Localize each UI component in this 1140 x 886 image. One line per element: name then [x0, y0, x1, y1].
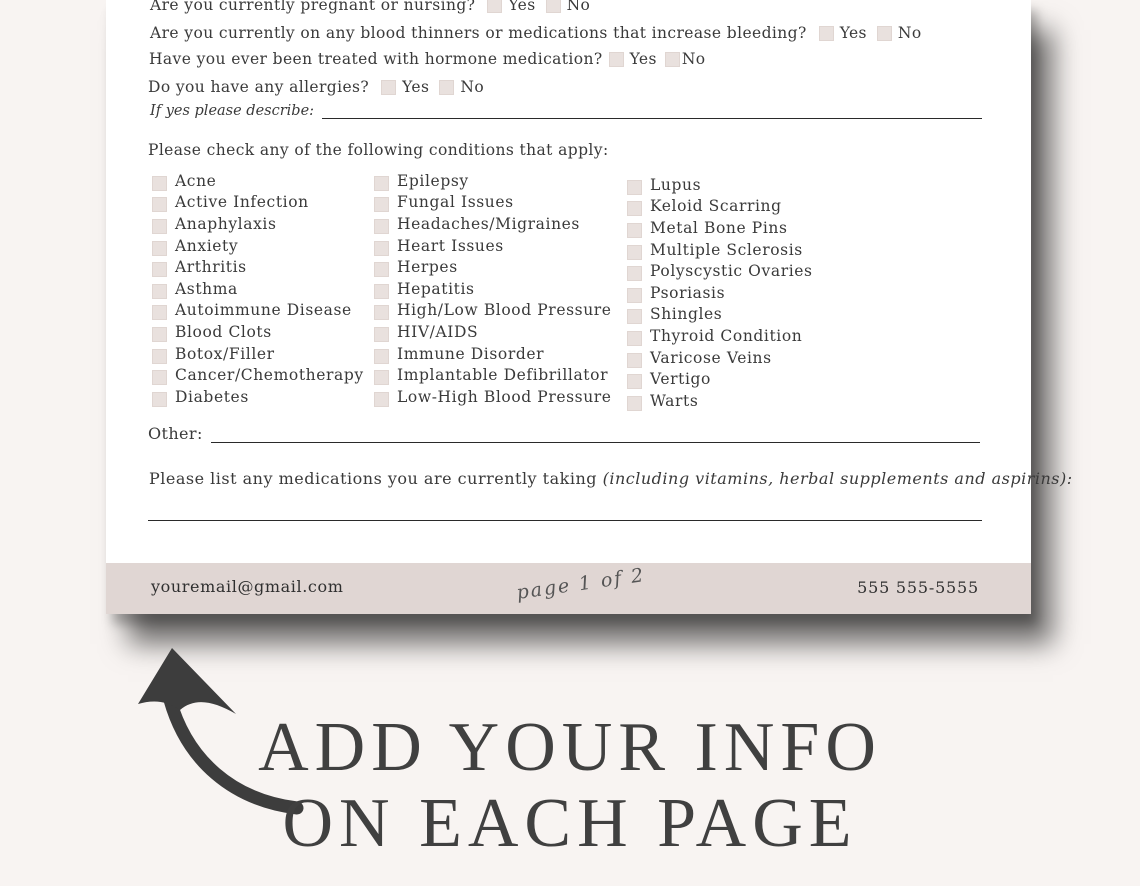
condition-label: Diabetes [175, 387, 249, 406]
condition-item[interactable] [627, 304, 813, 326]
condition-label: Varicose Veins [650, 348, 772, 367]
condition-label: Metal Bone Pins [650, 218, 788, 237]
condition-label: Keloid Scarring [650, 197, 782, 216]
no-label: No [566, 0, 591, 14]
condition-label: Epilepsy [397, 171, 469, 190]
medications-input-line[interactable] [148, 520, 982, 521]
condition-item[interactable] [374, 235, 612, 257]
conditions-intro: Please check any of the following conditions that apply: [148, 141, 609, 159]
condition-label: Vertigo [650, 370, 711, 389]
condition-item[interactable] [627, 239, 813, 261]
condition-checkbox[interactable] [374, 262, 389, 277]
condition-item[interactable] [152, 235, 364, 257]
condition-label: Heart Issues [397, 236, 504, 255]
no-option[interactable] [439, 78, 484, 96]
condition-checkbox[interactable] [152, 219, 167, 234]
no-checkbox[interactable] [439, 80, 454, 95]
condition-label: Polyscystic Ovaries [650, 262, 813, 281]
condition-label: Hepatitis [397, 279, 475, 298]
condition-checkbox[interactable] [627, 201, 642, 216]
condition-checkbox[interactable] [627, 331, 642, 346]
condition-item[interactable] [627, 217, 813, 239]
condition-checkbox[interactable] [627, 266, 642, 281]
yes-option[interactable] [819, 24, 867, 42]
condition-item[interactable] [374, 278, 612, 300]
describe-label: If yes please describe: [150, 103, 315, 119]
condition-checkbox[interactable] [374, 284, 389, 299]
condition-checkbox[interactable] [627, 223, 642, 238]
condition-item[interactable] [152, 256, 364, 278]
page-footer [106, 563, 1031, 614]
condition-item[interactable] [374, 256, 612, 278]
yes-option[interactable] [381, 78, 429, 96]
condition-item[interactable] [627, 368, 813, 390]
condition-item[interactable] [374, 170, 612, 192]
no-option[interactable] [877, 24, 922, 42]
condition-item[interactable] [374, 364, 612, 386]
condition-item[interactable] [627, 260, 813, 282]
other-field [148, 424, 980, 443]
question-text: Do you have any allergies? [148, 78, 370, 96]
condition-checkbox[interactable] [152, 327, 167, 342]
yes-checkbox[interactable] [609, 52, 624, 67]
condition-label: Anxiety [175, 236, 239, 255]
condition-label: Multiple Sclerosis [650, 240, 803, 259]
condition-label: Asthma [175, 279, 238, 298]
no-option[interactable] [665, 50, 706, 68]
medications-prompt [149, 469, 1073, 488]
condition-item[interactable] [627, 325, 813, 347]
condition-label: Autoimmune Disease [175, 301, 352, 320]
condition-checkbox[interactable] [152, 284, 167, 299]
condition-label: Immune Disorder [397, 344, 545, 363]
condition-checkbox[interactable] [152, 370, 167, 385]
condition-checkbox[interactable] [152, 349, 167, 364]
condition-checkbox[interactable] [374, 176, 389, 191]
condition-label: Low-High Blood Pressure [397, 387, 612, 406]
no-label: No [681, 50, 706, 68]
condition-item[interactable] [152, 343, 364, 365]
condition-checkbox[interactable] [374, 219, 389, 234]
condition-item[interactable] [374, 300, 612, 322]
condition-label: Headaches/Migraines [397, 214, 580, 233]
question-pregnant [150, 0, 590, 14]
condition-label: High/Low Blood Pressure [397, 301, 612, 320]
yes-label: Yes [508, 0, 536, 14]
yes-option[interactable] [609, 50, 657, 68]
other-input-line[interactable] [211, 424, 980, 443]
condition-label: Psoriasis [650, 283, 726, 302]
condition-item[interactable] [152, 321, 364, 343]
condition-label: Shingles [650, 305, 723, 324]
yes-checkbox[interactable] [381, 80, 396, 95]
condition-checkbox[interactable] [627, 374, 642, 389]
yes-label: Yes [629, 50, 657, 68]
other-label: Other: [148, 424, 203, 443]
condition-item[interactable] [374, 321, 612, 343]
condition-item[interactable] [627, 390, 813, 412]
condition-label: Implantable Defibrillator [397, 366, 609, 385]
medications-note: (including vitamins, herbal supplements and aspirins): [602, 469, 1073, 488]
condition-item[interactable] [374, 213, 612, 235]
condition-item[interactable] [627, 347, 813, 369]
condition-checkbox[interactable] [627, 309, 642, 324]
condition-checkbox[interactable] [374, 305, 389, 320]
yes-checkbox[interactable] [487, 0, 502, 13]
condition-item[interactable] [374, 343, 612, 365]
question-text: Have you ever been treated with hormone medication? [149, 50, 603, 68]
call-to-action [230, 710, 910, 862]
condition-checkbox[interactable] [374, 327, 389, 342]
condition-checkbox[interactable] [152, 262, 167, 277]
question-allergies [148, 78, 484, 96]
condition-item[interactable] [152, 364, 364, 386]
condition-item[interactable] [152, 386, 364, 408]
footer-email: youremail@gmail.com [151, 577, 344, 596]
condition-label: Active Infection [175, 193, 309, 212]
question-text: Are you currently pregnant or nursing? [150, 0, 476, 14]
question-blood-thinners [150, 24, 922, 42]
condition-checkbox[interactable] [374, 370, 389, 385]
condition-item[interactable] [152, 278, 364, 300]
condition-checkbox[interactable] [374, 197, 389, 212]
condition-label: Botox/Filler [175, 344, 275, 363]
condition-item[interactable] [374, 386, 612, 408]
cta-line-1: ADD YOUR INFO [258, 709, 882, 786]
condition-label: Acne [175, 171, 217, 190]
condition-label: Thyroid Condition [650, 326, 803, 345]
form-page [106, 0, 1073, 614]
condition-checkbox[interactable] [152, 241, 167, 256]
condition-item[interactable] [152, 192, 364, 214]
condition-checkbox[interactable] [152, 176, 167, 191]
condition-label: Cancer/Chemotherapy [175, 366, 364, 385]
condition-checkbox[interactable] [627, 396, 642, 411]
condition-item[interactable] [627, 282, 813, 304]
condition-item[interactable] [627, 174, 813, 196]
condition-item[interactable] [152, 300, 364, 322]
condition-item[interactable] [627, 196, 813, 218]
no-label: No [460, 78, 485, 96]
yes-label: Yes [839, 24, 867, 42]
condition-checkbox[interactable] [152, 305, 167, 320]
condition-label: Lupus [650, 175, 702, 194]
condition-label: Blood Clots [175, 322, 272, 341]
question-text: Are you currently on any blood thinners or medications that increase bleeding? [150, 24, 807, 42]
condition-checkbox[interactable] [627, 245, 642, 260]
footer-page-number: page 1 of 2 [515, 564, 647, 604]
no-label: No [897, 24, 922, 42]
conditions-column-3 [627, 174, 813, 412]
no-checkbox[interactable] [877, 26, 892, 41]
condition-label: Fungal Issues [397, 193, 514, 212]
no-option[interactable] [546, 0, 591, 14]
question-hormone [149, 50, 706, 68]
yes-label: Yes [402, 78, 430, 96]
conditions-column-1 [152, 170, 364, 408]
condition-checkbox[interactable] [152, 392, 167, 407]
condition-label: HIV/AIDS [397, 322, 479, 341]
condition-label: Herpes [397, 258, 458, 277]
condition-checkbox[interactable] [627, 180, 642, 195]
yes-checkbox[interactable] [819, 26, 834, 41]
conditions-column-2 [374, 170, 612, 408]
condition-checkbox[interactable] [627, 288, 642, 303]
condition-checkbox[interactable] [374, 241, 389, 256]
condition-item[interactable] [152, 213, 364, 235]
allergy-describe-field [150, 100, 982, 119]
condition-checkbox[interactable] [374, 349, 389, 364]
medications-label: Please list any medications you are currently taking [149, 469, 598, 488]
condition-checkbox[interactable] [627, 353, 642, 368]
condition-checkbox[interactable] [374, 392, 389, 407]
condition-label: Warts [650, 391, 699, 410]
no-checkbox[interactable] [665, 52, 680, 67]
condition-item[interactable] [152, 170, 364, 192]
condition-label: Anaphylaxis [175, 214, 277, 233]
footer-phone: 555 555-5555 [857, 578, 979, 597]
no-checkbox[interactable] [546, 0, 561, 13]
condition-checkbox[interactable] [152, 197, 167, 212]
yes-option[interactable] [487, 0, 535, 14]
cta-line-2: ON EACH PAGE [282, 785, 858, 862]
condition-label: Arthritis [175, 258, 247, 277]
condition-item[interactable] [374, 192, 612, 214]
describe-input-line[interactable] [322, 100, 982, 119]
